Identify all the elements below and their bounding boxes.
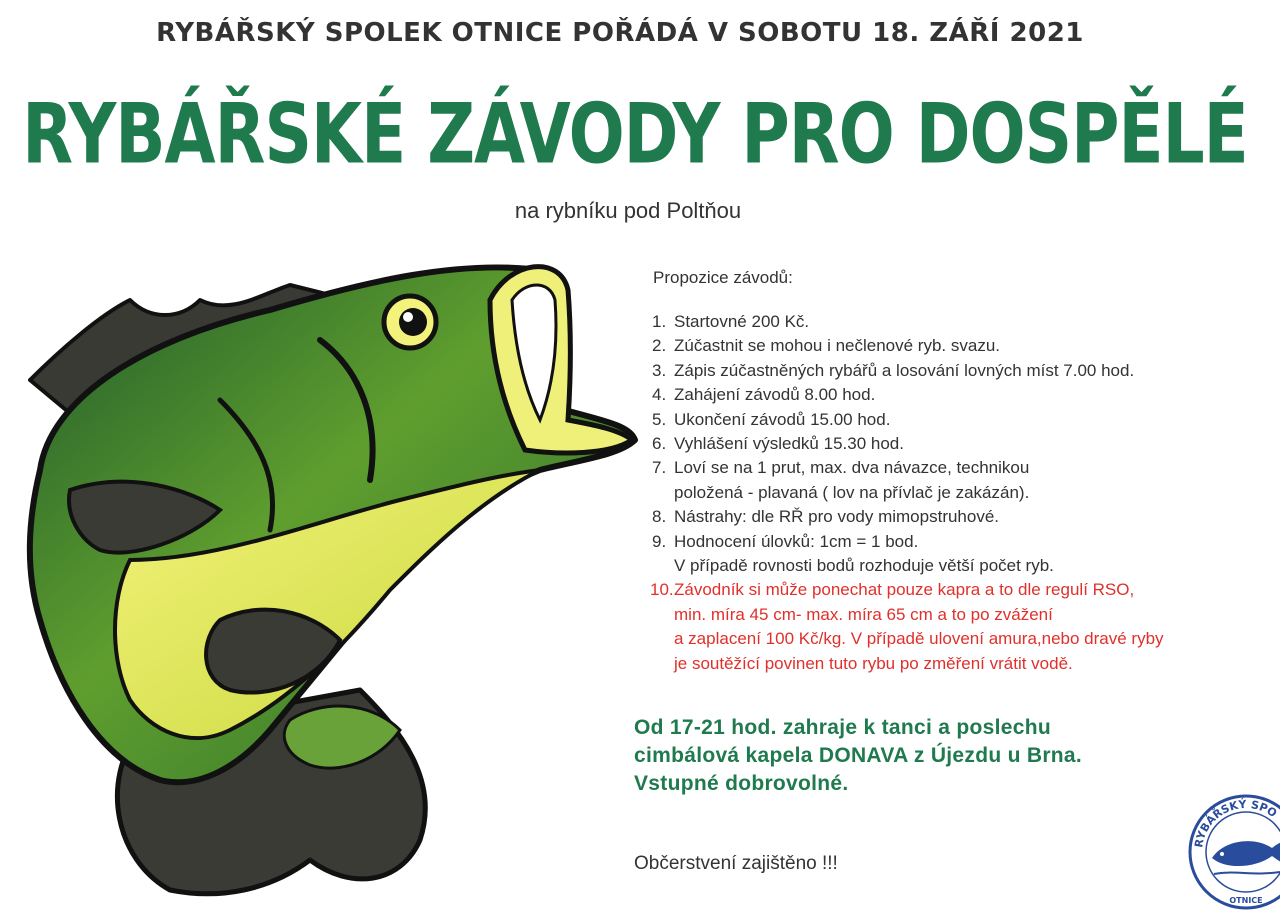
rule-text: Startovné 200 Kč. bbox=[674, 312, 810, 331]
rule-text: Hodnocení úlovků: 1cm = 1 bod. V případě rovnosti bodů rozhoduje větší počet ryb. bbox=[674, 531, 1054, 576]
logo-bottom-text: OTNICE bbox=[1229, 896, 1263, 905]
rule-number: 5. bbox=[652, 409, 667, 429]
music-line-1: Od 17-21 hod. zahraje k tanci a poslechu bbox=[634, 716, 1051, 739]
list-item bbox=[652, 310, 1252, 334]
location-line: na rybníku pod Poltňou bbox=[514, 198, 742, 223]
rules-list bbox=[652, 310, 1252, 676]
list-item bbox=[652, 505, 1252, 529]
list-item bbox=[652, 334, 1252, 358]
rule-number: 2. bbox=[652, 336, 667, 356]
logo-top-text: RYBÁŘSKÝ SPO bbox=[1192, 797, 1280, 849]
rules-heading: Propozice závodů: bbox=[653, 268, 793, 287]
organizer-line: RYBÁŘSKÝ SPOLEK OTNICE POŘÁDÁ V SOBOTU 18. ZÁŘÍ 2021 bbox=[156, 18, 1084, 48]
list-item bbox=[652, 383, 1252, 407]
list-item bbox=[652, 456, 1252, 505]
rule-text: Nástrahy: dle RŘ pro vody mimopstruhové. bbox=[674, 507, 1000, 527]
rule-number: 8. bbox=[652, 507, 667, 527]
carp-club-seal-logo bbox=[1184, 790, 1280, 910]
refreshments-note: Občerstvení zajištěno !!! bbox=[634, 853, 838, 874]
list-item bbox=[652, 432, 1252, 456]
rule-number: 4. bbox=[652, 385, 667, 405]
rule-number: 6. bbox=[652, 434, 667, 454]
rule-text: Ukončení závodů 15.00 hod. bbox=[674, 409, 891, 429]
rule-text: Loví se na 1 prut, max. dva návazce, technikou položená - plavaná ( lov na přívlač je zakázán). bbox=[674, 458, 1030, 502]
rule-number: 10. bbox=[650, 580, 674, 600]
list-item bbox=[652, 530, 1252, 579]
page-title: RYBÁŘSKÉ ZÁVODY PRO DOSPĚLÉ bbox=[22, 86, 1248, 183]
rule-text: Zúčastnit se mohou i nečlenové ryb. svazu. bbox=[674, 336, 1000, 356]
music-line-2: cimbálová kapela DONAVA z Újezdu u Brna. bbox=[634, 744, 1083, 767]
rule-number: 1. bbox=[652, 312, 667, 331]
music-announcement bbox=[634, 714, 1254, 798]
music-line-3: Vstupné dobrovolné. bbox=[634, 772, 849, 795]
list-item bbox=[652, 359, 1252, 383]
rule-text: Závodník si může ponechat pouze kapra a to dle regulí RSO, min. míra 45 cm- max. míra 65 cm a to po zvážení a zaplacení 100 Kč/kg. V případě ulovení amura,nebo dravé ryby je soutěžící povinen tuto rybu po změření vrátit vodě. bbox=[674, 580, 1164, 673]
bass-fish-illustration bbox=[20, 260, 660, 900]
list-item-highlighted bbox=[652, 578, 1252, 676]
rule-number: 3. bbox=[652, 360, 667, 380]
rule-number: 9. bbox=[652, 531, 667, 551]
rule-text: Zahájení závodů 8.00 hod. bbox=[674, 385, 876, 405]
rule-number: 7. bbox=[652, 458, 667, 478]
rule-text: Vyhlášení výsledků 15.30 hod. bbox=[674, 434, 904, 454]
list-item bbox=[652, 408, 1252, 432]
rule-text: Zápis zúčastněných rybářů a losování lovných míst 7.00 hod. bbox=[674, 360, 1135, 380]
